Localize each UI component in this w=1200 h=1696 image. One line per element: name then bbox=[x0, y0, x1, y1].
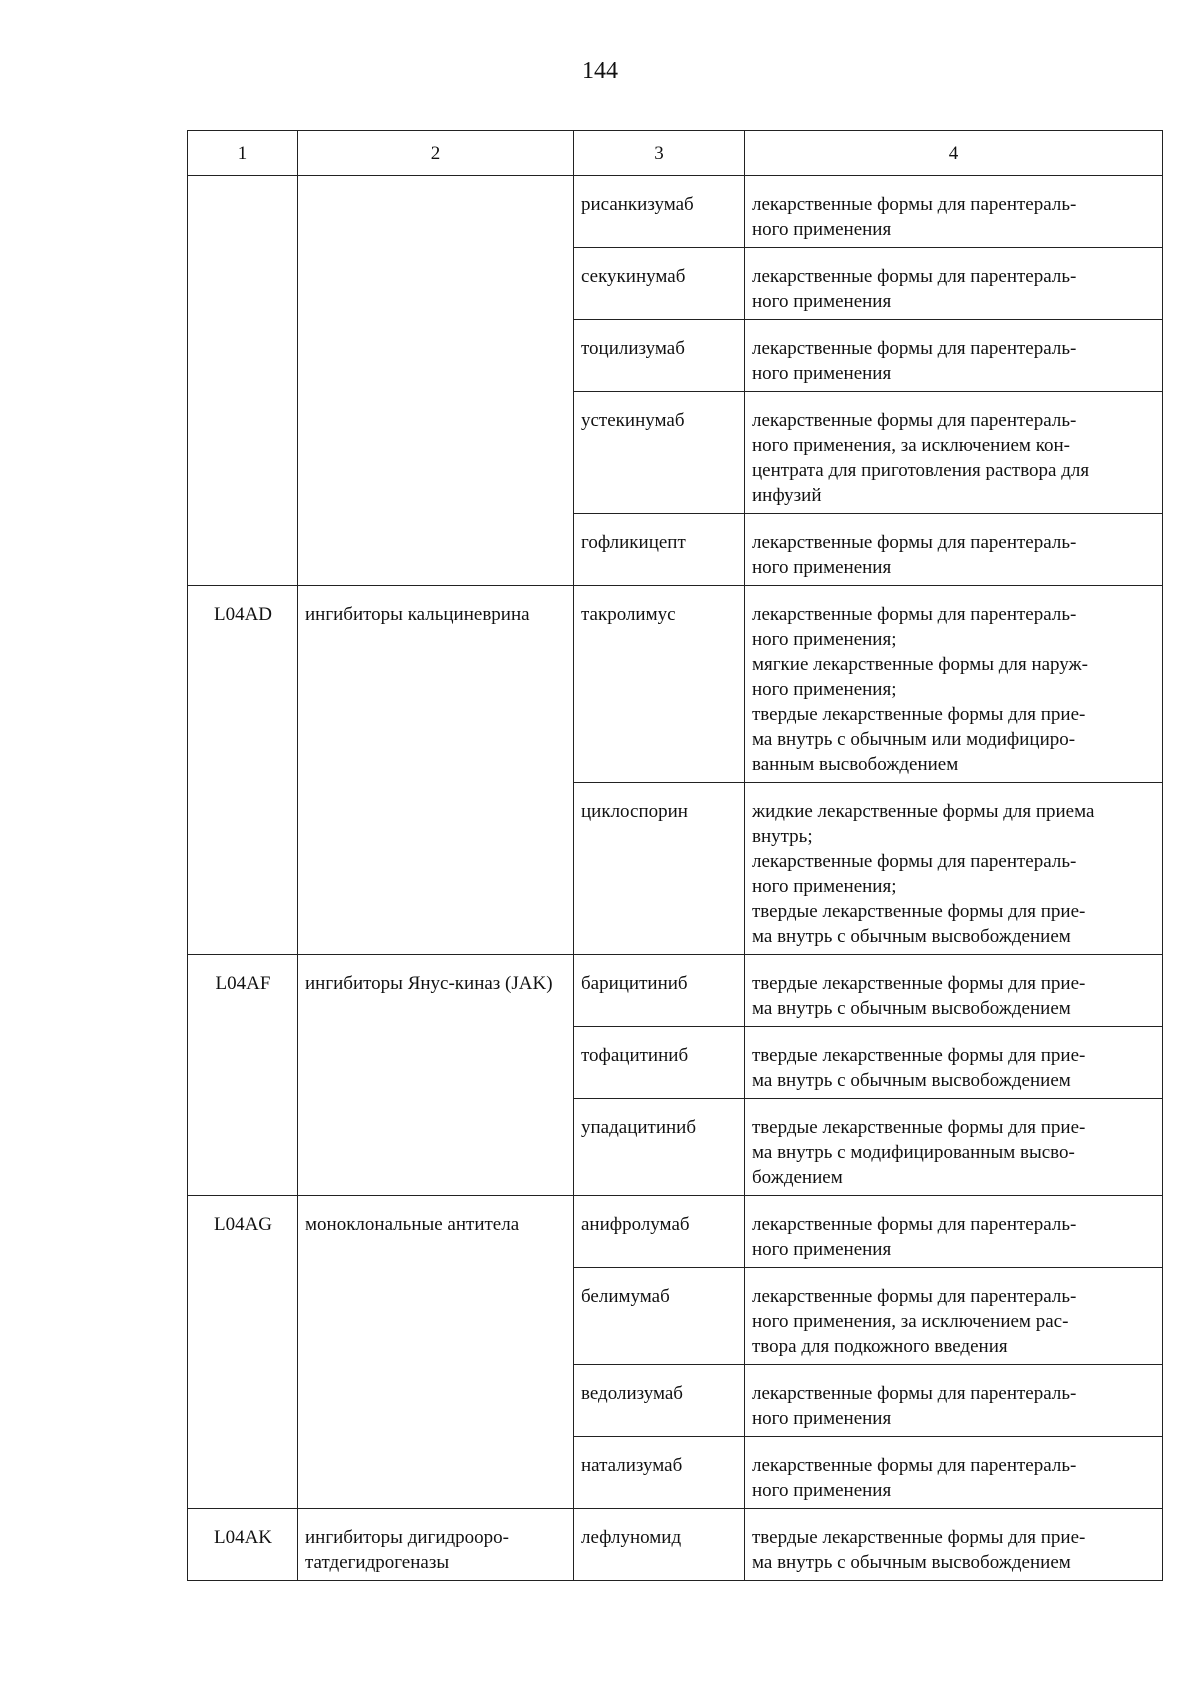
dosage-form-line: ма внутрь с обычным или модифициро- bbox=[752, 729, 1076, 750]
dosage-form-line: жидкие лекарственные формы для приема bbox=[752, 801, 1095, 822]
table-row bbox=[188, 1196, 1163, 1268]
drug-name-cell: анифролумаб bbox=[574, 1196, 745, 1268]
dosage-form-cell bbox=[745, 1365, 1163, 1437]
group-name-cell bbox=[298, 176, 574, 586]
dosage-form-line: твердые лекарственные формы для прие- bbox=[752, 901, 1086, 922]
drug-name-cell: устекинумаб bbox=[574, 392, 745, 514]
dosage-form-line: ного применения, за исключением кон- bbox=[752, 435, 1070, 456]
atc-code-cell: L04AG bbox=[188, 1196, 298, 1509]
dosage-form-line: лекарственные формы для парентераль- bbox=[752, 338, 1077, 359]
group-name-cell: моноклональные антитела bbox=[298, 1196, 574, 1509]
table-row bbox=[188, 586, 1163, 783]
dosage-form-cell bbox=[745, 1437, 1163, 1509]
dosage-form-cell bbox=[745, 1196, 1163, 1268]
dosage-form-line: ного применения bbox=[752, 363, 892, 384]
drug-name-cell: циклоспорин bbox=[574, 783, 745, 955]
dosage-form-line: внутрь; bbox=[752, 826, 813, 847]
dosage-form-line: лекарственные формы для парентераль- bbox=[752, 1455, 1077, 1476]
drug-name-cell: рисанкизумаб bbox=[574, 176, 745, 248]
dosage-form-line: бождением bbox=[752, 1167, 843, 1188]
dosage-form-line: центрата для приготовления раствора для bbox=[752, 460, 1090, 481]
group-name-cell: ингибиторы дигидрооро-татдегидрогеназы bbox=[298, 1509, 574, 1581]
dosage-form-line: инфузий bbox=[752, 485, 822, 506]
drug-name-cell: гофликицепт bbox=[574, 514, 745, 586]
dosage-form-line: ванным высвобождением bbox=[752, 754, 959, 775]
atc-code-cell: L04AF bbox=[188, 955, 298, 1196]
dosage-form-cell bbox=[745, 586, 1163, 783]
dosage-form-line: лекарственные формы для парентераль- bbox=[752, 266, 1077, 287]
dosage-form-cell bbox=[745, 1509, 1163, 1581]
dosage-form-line: ного применения; bbox=[752, 876, 897, 897]
dosage-form-line: ма внутрь с обычным высвобождением bbox=[752, 926, 1071, 947]
dosage-form-line: лекарственные формы для парентераль- bbox=[752, 1286, 1077, 1307]
atc-code-cell: L04AK bbox=[188, 1509, 298, 1581]
table-row bbox=[188, 176, 1163, 248]
dosage-form-line: ного применения bbox=[752, 291, 892, 312]
dosage-form-cell bbox=[745, 955, 1163, 1027]
group-name-cell: ингибиторы Янус-киназ (JAK) bbox=[298, 955, 574, 1196]
column-header-4: 4 bbox=[745, 131, 1163, 176]
drug-name-cell: упадацитиниб bbox=[574, 1099, 745, 1196]
drug-table bbox=[187, 130, 1163, 1581]
dosage-form-line: ма внутрь с обычным высвобождением bbox=[752, 998, 1071, 1019]
dosage-form-line: лекарственные формы для парентераль- bbox=[752, 851, 1077, 872]
drug-name-cell: тофацитиниб bbox=[574, 1027, 745, 1099]
column-header-1: 1 bbox=[188, 131, 298, 176]
dosage-form-line: лекарственные формы для парентераль- bbox=[752, 532, 1077, 553]
dosage-form-line: лекарственные формы для парентераль- bbox=[752, 194, 1077, 215]
dosage-form-cell bbox=[745, 1099, 1163, 1196]
drug-name-cell: натализумаб bbox=[574, 1437, 745, 1509]
dosage-form-line: мягкие лекарственные формы для наруж- bbox=[752, 654, 1088, 675]
dosage-form-line: лекарственные формы для парентераль- bbox=[752, 604, 1077, 625]
dosage-form-line: лекарственные формы для парентераль- bbox=[752, 410, 1077, 431]
dosage-form-line: лекарственные формы для парентераль- bbox=[752, 1383, 1077, 1404]
dosage-form-line: твердые лекарственные формы для прие- bbox=[752, 1045, 1086, 1066]
drug-name-cell: белимумаб bbox=[574, 1268, 745, 1365]
dosage-form-line: ного применения, за исключением рас- bbox=[752, 1311, 1069, 1332]
table-row bbox=[188, 955, 1163, 1027]
dosage-form-line: ного применения; bbox=[752, 679, 897, 700]
dosage-form-line: твердые лекарственные формы для прие- bbox=[752, 1527, 1086, 1548]
dosage-form-cell bbox=[745, 1027, 1163, 1099]
table-body bbox=[188, 176, 1163, 1581]
dosage-form-cell bbox=[745, 248, 1163, 320]
dosage-form-line: ма внутрь с обычным высвобождением bbox=[752, 1070, 1071, 1091]
atc-code-cell: L04AD bbox=[188, 586, 298, 955]
drug-name-cell: секукинумаб bbox=[574, 248, 745, 320]
dosage-form-line: ного применения bbox=[752, 557, 892, 578]
dosage-form-cell bbox=[745, 514, 1163, 586]
drug-name-cell: тоцилизумаб bbox=[574, 320, 745, 392]
atc-code-cell bbox=[188, 176, 298, 586]
drug-name-cell: ведолизумаб bbox=[574, 1365, 745, 1437]
dosage-form-line: ма внутрь с обычным высвобождением bbox=[752, 1552, 1071, 1573]
page-number: 144 bbox=[582, 58, 618, 84]
drug-name-cell: такролимус bbox=[574, 586, 745, 783]
dosage-form-cell bbox=[745, 320, 1163, 392]
dosage-form-line: твердые лекарственные формы для прие- bbox=[752, 973, 1086, 994]
dosage-form-cell bbox=[745, 176, 1163, 248]
header-row bbox=[188, 131, 1163, 176]
dosage-form-line: ма внутрь с модифицированным высво- bbox=[752, 1142, 1075, 1163]
dosage-form-line: твердые лекарственные формы для прие- bbox=[752, 1117, 1086, 1138]
dosage-form-line: твора для подкожного введения bbox=[752, 1336, 1008, 1357]
dosage-form-line: ного применения bbox=[752, 1480, 892, 1501]
dosage-form-line: ного применения bbox=[752, 219, 892, 240]
dosage-form-line: твердые лекарственные формы для прие- bbox=[752, 704, 1086, 725]
group-name-cell: ингибиторы кальциневрина bbox=[298, 586, 574, 955]
dosage-form-cell bbox=[745, 783, 1163, 955]
dosage-form-cell bbox=[745, 1268, 1163, 1365]
dosage-form-line: ного применения bbox=[752, 1408, 892, 1429]
column-header-3: 3 bbox=[574, 131, 745, 176]
table-row bbox=[188, 1509, 1163, 1581]
dosage-form-line: ного применения bbox=[752, 1239, 892, 1260]
drug-name-cell: барицитиниб bbox=[574, 955, 745, 1027]
dosage-form-line: ного применения; bbox=[752, 629, 897, 650]
dosage-form-cell bbox=[745, 392, 1163, 514]
drug-name-cell: лефлуномид bbox=[574, 1509, 745, 1581]
column-header-2: 2 bbox=[298, 131, 574, 176]
dosage-form-line: лекарственные формы для парентераль- bbox=[752, 1214, 1077, 1235]
